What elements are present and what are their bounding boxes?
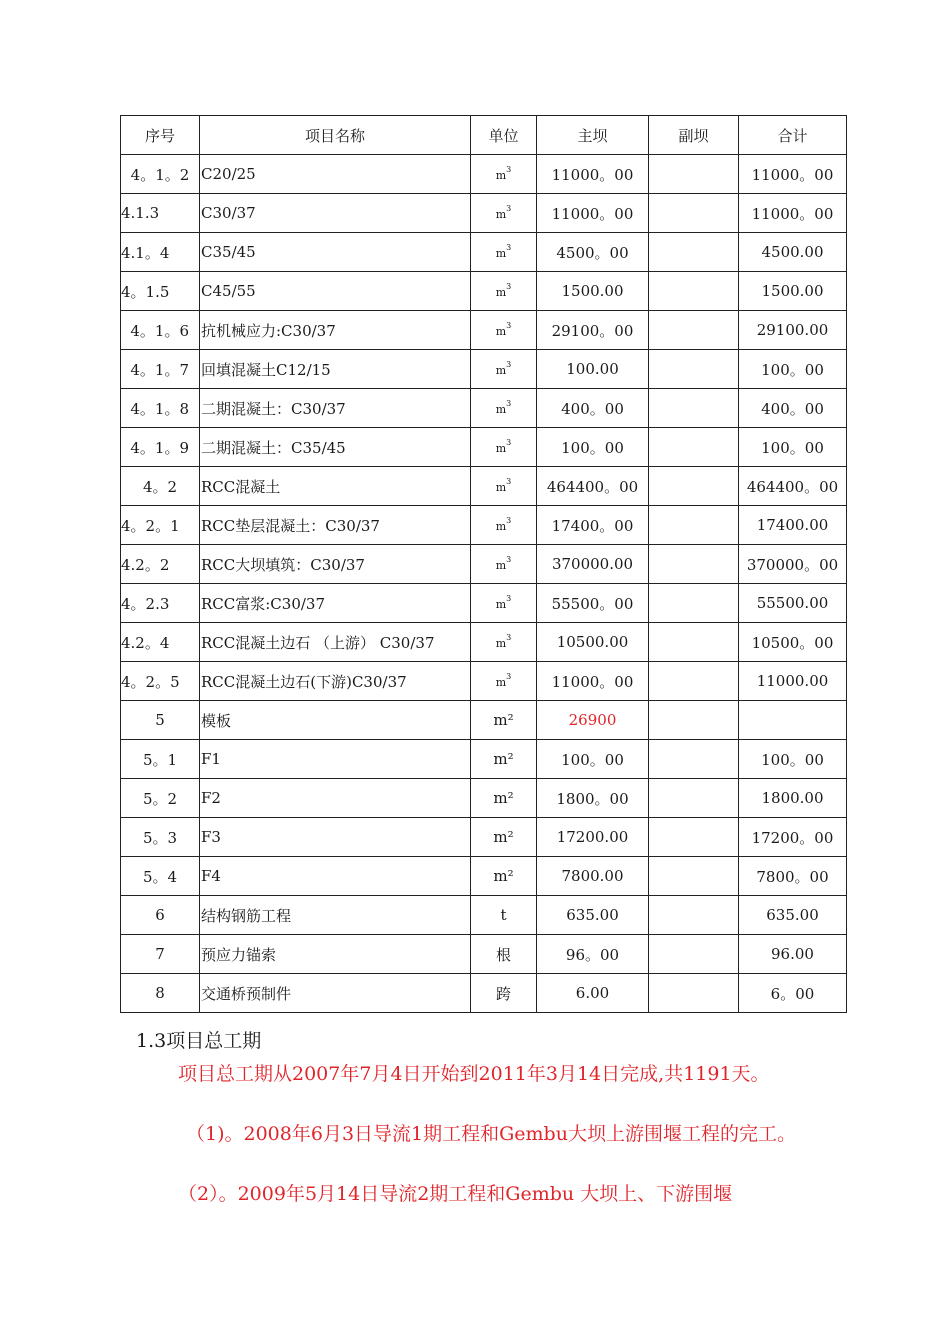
cell-serial: 4。2: [121, 467, 200, 506]
header-unit: 单位: [471, 116, 537, 155]
cell-total: 400。00: [739, 389, 847, 428]
table-row: [121, 779, 847, 818]
header-aux-dam: 副坝: [649, 116, 739, 155]
cell-serial: 6: [121, 896, 200, 935]
cell-serial: 5。4: [121, 857, 200, 896]
cell-aux-dam: [649, 467, 739, 506]
unit-exponent: 3: [506, 555, 512, 564]
unit-exponent: 3: [506, 204, 512, 213]
cell-item-name: 二期混凝土：C30/37: [200, 389, 471, 428]
table-row: [121, 935, 847, 974]
table-row: [121, 584, 847, 623]
milestone-1-paragraph: （1)。2008年6月3日导流1期工程和Gembu大坝上游围堰工程的完工。: [186, 1123, 796, 1145]
unit-exponent: 3: [506, 321, 512, 330]
unit-exponent: 3: [506, 438, 512, 447]
cell-main-dam: 6.00: [537, 974, 649, 1013]
table-row: [121, 350, 847, 389]
cell-main-dam: 10500.00: [537, 623, 649, 662]
cell-serial: 4.2。2: [121, 545, 200, 584]
unit-text: m: [495, 325, 507, 338]
cell-aux-dam: [649, 506, 739, 545]
cell-unit: [471, 194, 537, 233]
unit-text: m: [495, 286, 507, 299]
cell-main-dam: 464400。00: [537, 467, 649, 506]
cell-total: 55500.00: [739, 584, 847, 623]
cell-item-name: RCC混凝土: [200, 467, 471, 506]
cell-total: 7800。00: [739, 857, 847, 896]
cell-unit: [471, 935, 537, 974]
cell-item-name: 抗机械应力:C30/37: [200, 311, 471, 350]
cell-aux-dam: [649, 389, 739, 428]
unit-exponent: 3: [506, 165, 512, 174]
header-total: 合计: [739, 116, 847, 155]
cell-total: 96.00: [739, 935, 847, 974]
cell-serial: 4。1.5: [121, 272, 200, 311]
cell-serial: 4。1。2: [121, 155, 200, 194]
cell-total: 635.00: [739, 896, 847, 935]
cell-unit: [471, 701, 537, 740]
cell-unit: [471, 545, 537, 584]
cell-main-dam: 1800。00: [537, 779, 649, 818]
cell-unit: [471, 818, 537, 857]
cell-serial: 4。1。6: [121, 311, 200, 350]
cell-aux-dam: [649, 428, 739, 467]
unit-text: m: [495, 403, 507, 416]
cell-total: 464400。00: [739, 467, 847, 506]
cell-serial: 7: [121, 935, 200, 974]
cell-aux-dam: [649, 350, 739, 389]
unit-exponent: 3: [506, 516, 512, 525]
cell-item-name: F1: [200, 740, 471, 779]
unit-exponent: 3: [506, 594, 512, 603]
cell-main-dam: 100.00: [537, 350, 649, 389]
cell-unit: [471, 155, 537, 194]
unit-text: m: [495, 676, 507, 689]
unit-text: m: [495, 559, 507, 572]
cell-serial: 4。1。7: [121, 350, 200, 389]
unit-text: m²: [493, 789, 514, 807]
table-body: [121, 155, 847, 1013]
cell-item-name: 交通桥预制件: [200, 974, 471, 1013]
section-heading: 1.3项目总工期: [136, 1030, 262, 1052]
table-row: [121, 467, 847, 506]
cell-total: 370000。00: [739, 545, 847, 584]
unit-exponent: 3: [506, 477, 512, 486]
cell-item-name: C30/37: [200, 194, 471, 233]
cell-total: 11000。00: [739, 155, 847, 194]
cell-total: 11000.00: [739, 662, 847, 701]
table-row: [121, 389, 847, 428]
cell-unit: [471, 974, 537, 1013]
cell-item-name: RCC垫层混凝土：C30/37: [200, 506, 471, 545]
cell-unit: [471, 467, 537, 506]
cell-unit: [471, 584, 537, 623]
cell-unit: [471, 662, 537, 701]
cell-aux-dam: [649, 311, 739, 350]
cell-total: 29100.00: [739, 311, 847, 350]
cell-main-dam: 11000。00: [537, 194, 649, 233]
cell-aux-dam: [649, 233, 739, 272]
cell-total: [739, 701, 847, 740]
cell-main-dam: 55500。00: [537, 584, 649, 623]
cell-main-dam: 635.00: [537, 896, 649, 935]
header-main-dam: 主坝: [537, 116, 649, 155]
table-row: [121, 818, 847, 857]
cell-main-dam: 17400。00: [537, 506, 649, 545]
table-row: [121, 662, 847, 701]
unit-text: m²: [493, 867, 514, 885]
unit-text: m: [495, 364, 507, 377]
table-row: [121, 740, 847, 779]
cell-main-dam: 100。00: [537, 740, 649, 779]
cell-item-name: C45/55: [200, 272, 471, 311]
cell-main-dam: 370000.00: [537, 545, 649, 584]
cell-aux-dam: [649, 155, 739, 194]
cell-total: 1800.00: [739, 779, 847, 818]
unit-exponent: 3: [506, 399, 512, 408]
cell-total: 100。00: [739, 740, 847, 779]
cell-unit: [471, 506, 537, 545]
cell-unit: [471, 233, 537, 272]
table-row: [121, 311, 847, 350]
unit-exponent: 3: [506, 282, 512, 291]
cell-unit: [471, 740, 537, 779]
unit-text: m: [495, 598, 507, 611]
cell-main-dam: 400。00: [537, 389, 649, 428]
cell-aux-dam: [649, 545, 739, 584]
milestone-2-paragraph: （2）。2009年5月14日导流2期工程和Gembu 大坝上、下游围堰: [178, 1183, 733, 1205]
cell-unit: [471, 623, 537, 662]
table-row: [121, 701, 847, 740]
unit-text: m: [495, 481, 507, 494]
cell-item-name: RCC大坝填筑：C30/37: [200, 545, 471, 584]
cell-main-dam: 11000。00: [537, 155, 649, 194]
cell-main-dam: 100。00: [537, 428, 649, 467]
table-row: [121, 545, 847, 584]
cell-item-name: RCC混凝土边石(下游)C30/37: [200, 662, 471, 701]
cell-aux-dam: [649, 701, 739, 740]
cell-unit: [471, 389, 537, 428]
cell-total: 17400.00: [739, 506, 847, 545]
cell-main-dam: 1500.00: [537, 272, 649, 311]
cell-serial: 4。1。9: [121, 428, 200, 467]
unit-exponent: 3: [506, 633, 512, 642]
cell-main-dam: 4500。00: [537, 233, 649, 272]
unit-text: m: [495, 520, 507, 533]
cell-main-dam: 7800.00: [537, 857, 649, 896]
cell-item-name: RCC富浆:C30/37: [200, 584, 471, 623]
cell-serial: 4。1。8: [121, 389, 200, 428]
cell-aux-dam: [649, 935, 739, 974]
cell-serial: 5。3: [121, 818, 200, 857]
table-row: [121, 506, 847, 545]
unit-exponent: 3: [506, 243, 512, 252]
unit-text: m: [495, 169, 507, 182]
cell-aux-dam: [649, 662, 739, 701]
cell-main-dam: 17200.00: [537, 818, 649, 857]
cell-unit: [471, 857, 537, 896]
cell-aux-dam: [649, 779, 739, 818]
cell-aux-dam: [649, 740, 739, 779]
cell-total: 6。00: [739, 974, 847, 1013]
cell-item-name: C35/45: [200, 233, 471, 272]
cell-serial: 5。2: [121, 779, 200, 818]
cell-main-dam: 96。00: [537, 935, 649, 974]
table-row: [121, 155, 847, 194]
quantity-table: [120, 115, 847, 1013]
cell-aux-dam: [649, 818, 739, 857]
cell-main-dam: 26900: [537, 701, 649, 740]
table-header: [121, 116, 847, 155]
cell-total: 100。00: [739, 428, 847, 467]
cell-item-name: RCC混凝土边石 （上游） C30/37: [200, 623, 471, 662]
table-row: [121, 623, 847, 662]
cell-serial: 4。2。1: [121, 506, 200, 545]
unit-text: m²: [493, 711, 514, 729]
table-row: [121, 272, 847, 311]
cell-item-name: F3: [200, 818, 471, 857]
cell-aux-dam: [649, 584, 739, 623]
table-row: [121, 896, 847, 935]
cell-unit: [471, 428, 537, 467]
cell-serial: 4.1.3: [121, 194, 200, 233]
cell-aux-dam: [649, 272, 739, 311]
header-serial: 序号: [121, 116, 200, 155]
cell-total: 10500。00: [739, 623, 847, 662]
cell-main-dam: 29100。00: [537, 311, 649, 350]
unit-text: m²: [493, 750, 514, 768]
cell-aux-dam: [649, 974, 739, 1013]
schedule-paragraph: 项目总工期从2007年7月4日开始到2011年3月14日完成,共1191天。: [178, 1063, 770, 1085]
cell-unit: [471, 311, 537, 350]
cell-serial: 5: [121, 701, 200, 740]
cell-serial: 8: [121, 974, 200, 1013]
cell-total: 100。00: [739, 350, 847, 389]
unit-text: m²: [493, 828, 514, 846]
cell-serial: 5。1: [121, 740, 200, 779]
table-row: [121, 428, 847, 467]
table-header-row: [121, 116, 847, 155]
cell-aux-dam: [649, 194, 739, 233]
unit-text: m: [495, 442, 507, 455]
cell-item-name: 模板: [200, 701, 471, 740]
unit-text: 根: [495, 945, 511, 964]
unit-exponent: 3: [506, 360, 512, 369]
cell-item-name: F2: [200, 779, 471, 818]
cell-item-name: F4: [200, 857, 471, 896]
cell-unit: [471, 896, 537, 935]
cell-aux-dam: [649, 623, 739, 662]
table-row: [121, 974, 847, 1013]
table-row: [121, 233, 847, 272]
table-row: [121, 194, 847, 233]
unit-text: m: [495, 247, 507, 260]
unit-text: m: [495, 208, 507, 221]
cell-item-name: 回填混凝土C12/15: [200, 350, 471, 389]
cell-serial: 4。2.3: [121, 584, 200, 623]
unit-exponent: 3: [506, 672, 512, 681]
cell-aux-dam: [649, 896, 739, 935]
cell-item-name: 二期混凝土：C35/45: [200, 428, 471, 467]
cell-item-name: C20/25: [200, 155, 471, 194]
cell-serial: 4.1。4: [121, 233, 200, 272]
cell-total: 4500.00: [739, 233, 847, 272]
cell-serial: 4。2。5: [121, 662, 200, 701]
unit-text: 跨: [495, 984, 511, 1003]
cell-item-name: 预应力锚索: [200, 935, 471, 974]
unit-text: t: [500, 906, 507, 924]
cell-item-name: 结构钢筋工程: [200, 896, 471, 935]
header-item-name: 项目名称: [200, 116, 471, 155]
cell-aux-dam: [649, 857, 739, 896]
cell-total: 1500.00: [739, 272, 847, 311]
cell-unit: [471, 350, 537, 389]
cell-unit: [471, 272, 537, 311]
cell-main-dam: 11000。00: [537, 662, 649, 701]
table-row: [121, 857, 847, 896]
cell-unit: [471, 779, 537, 818]
cell-total: 11000。00: [739, 194, 847, 233]
unit-text: m: [495, 637, 507, 650]
cell-serial: 4.2。4: [121, 623, 200, 662]
cell-total: 17200。00: [739, 818, 847, 857]
